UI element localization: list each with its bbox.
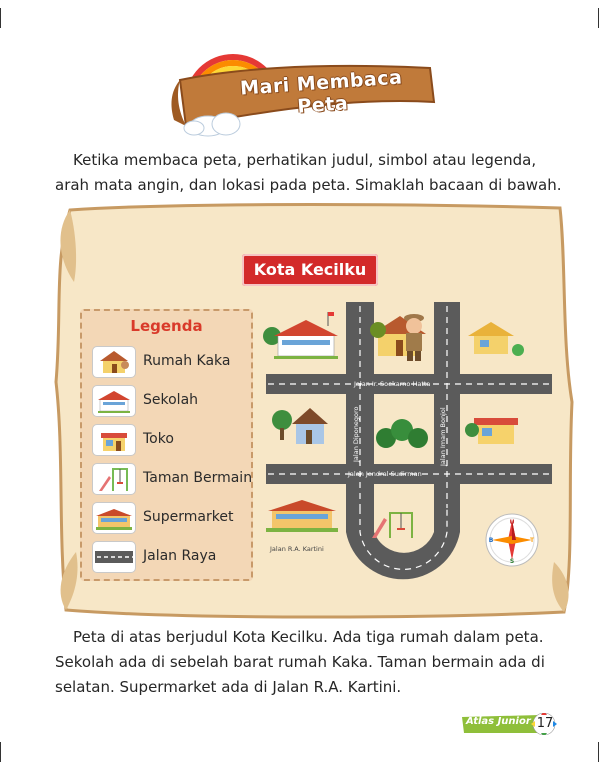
intro-paragraph xyxy=(55,148,565,198)
road-label-top: Jalan Ir. Soekarno Hatta xyxy=(354,380,431,388)
compass-east: T xyxy=(529,537,535,544)
map-title: Kota Kecilku xyxy=(242,254,378,286)
supermarket-icon xyxy=(92,502,136,534)
school-icon xyxy=(92,385,136,417)
road-label-left-vertical: Jalan Diponegoro xyxy=(352,406,360,462)
compass-rose-icon xyxy=(486,514,538,566)
legend-label: Sekolah xyxy=(143,392,199,408)
compass-west: B xyxy=(488,537,494,544)
school-icon xyxy=(263,312,338,359)
crop-mark xyxy=(0,8,1,28)
compass-north: U xyxy=(509,519,515,526)
legend-label: Supermarket xyxy=(143,509,234,525)
playground-icon xyxy=(372,512,413,538)
legend-item xyxy=(92,346,252,380)
house-icon xyxy=(92,346,136,378)
compass-south: S xyxy=(509,558,515,565)
legend-item xyxy=(92,385,252,419)
legend-title: Legenda xyxy=(130,317,203,335)
footer-book-title: Atlas Junior xyxy=(466,716,531,727)
summary-line: Sekolah ada di sebelah barat rumah Kaka. Taman bermain ada di xyxy=(55,653,545,671)
road-label-bottom: Jalan R.A. Kartini xyxy=(270,545,324,553)
intro-line: Ketika membaca peta, perhatikan judul, simbol atau legenda, xyxy=(73,151,537,169)
house-icon xyxy=(468,322,524,356)
house-icon xyxy=(292,408,328,444)
legend-item xyxy=(92,463,252,497)
summary-paragraph xyxy=(55,625,575,700)
legend-box xyxy=(80,309,253,581)
legend-item xyxy=(92,424,252,458)
road-icon xyxy=(92,541,136,573)
legend-label: Rumah Kaka xyxy=(143,353,231,369)
crop-mark xyxy=(598,8,599,28)
legend-label: Jalan Raya xyxy=(143,548,217,564)
shop-icon xyxy=(92,424,136,456)
shop-icon xyxy=(465,418,518,444)
intro-line: arah mata angin, dan lokasi pada peta. Simaklah bacaan di bawah. xyxy=(55,176,562,194)
summary-line: Peta di atas berjudul Kota Kecilku. Ada tiga rumah dalam peta. xyxy=(73,628,544,646)
town-map xyxy=(262,302,562,602)
trees-icon xyxy=(376,419,428,448)
legend-label: Taman Bermain xyxy=(143,470,253,486)
crop-mark xyxy=(0,742,1,762)
page-number: 17 xyxy=(536,716,554,731)
playground-icon xyxy=(92,463,136,495)
legend-item xyxy=(92,541,252,575)
crop-mark xyxy=(598,742,599,762)
road-label-middle: Jalan Jendral Sudirman xyxy=(348,470,422,478)
legend-label: Toko xyxy=(143,431,174,447)
supermarket-icon xyxy=(266,500,338,532)
tree-icon xyxy=(272,410,292,440)
road-label-right-vertical: Jalan Imam Bonjol xyxy=(439,407,447,466)
summary-line: selatan. Supermarket ada di Jalan R.A. Kartini. xyxy=(55,678,402,696)
page-title: Mari Membaca Peta xyxy=(239,66,403,118)
legend-item xyxy=(92,502,252,536)
